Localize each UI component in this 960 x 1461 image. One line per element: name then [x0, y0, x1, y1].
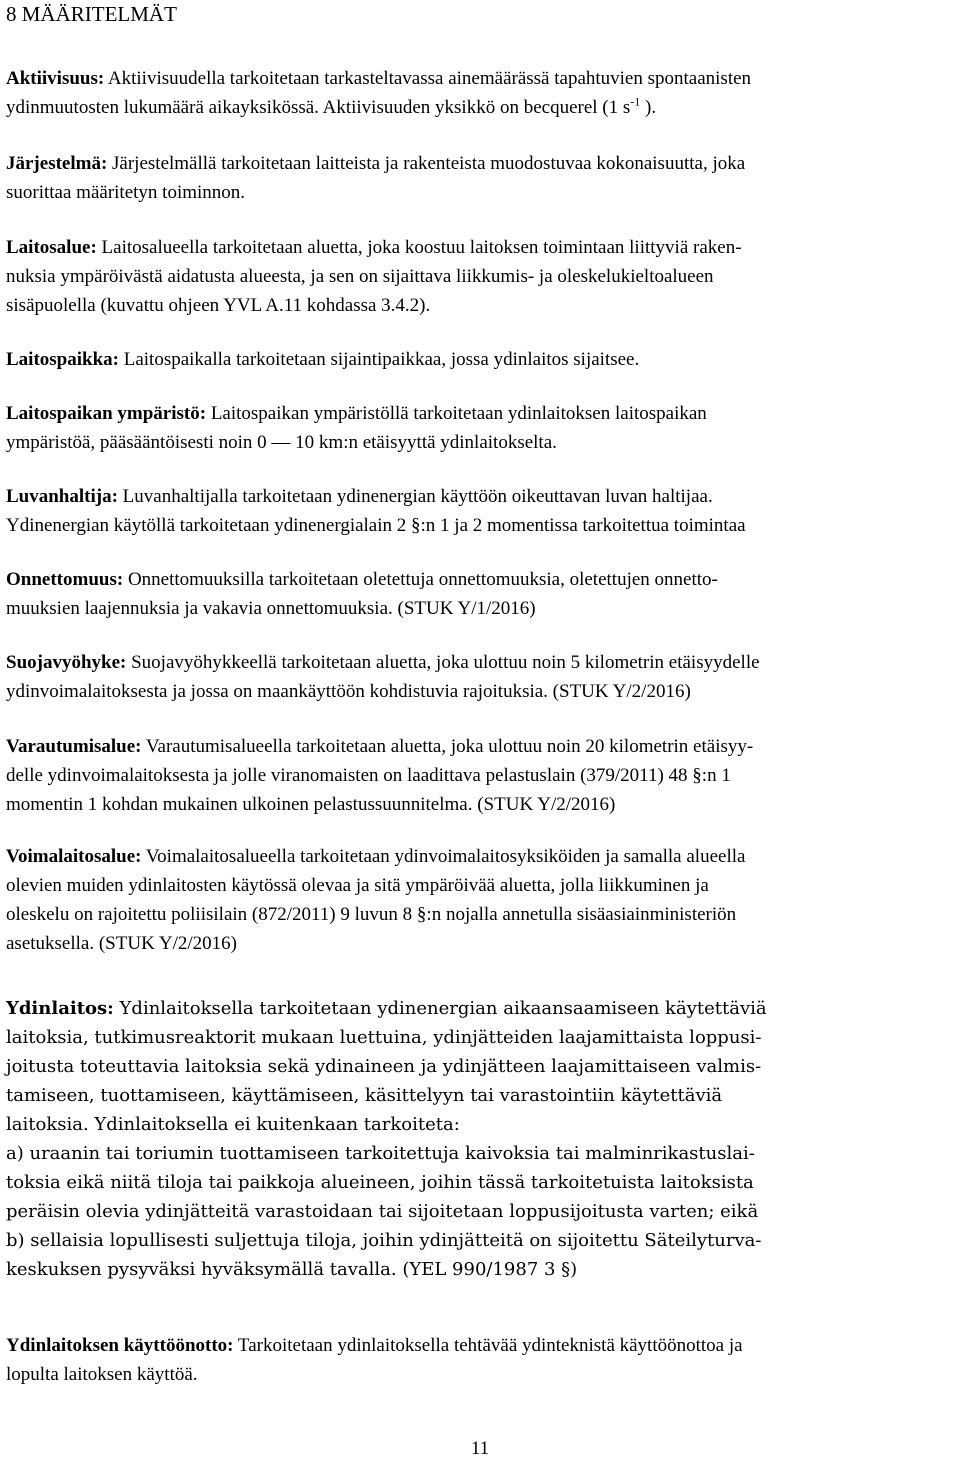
term-label: Voimalaitosalue: — [6, 846, 142, 867]
definition-line: Laitospaikan ympäristö: Laitospaikan ympäristöllä tarkoitetaan ydinlaitoksen laitospaikan — [6, 403, 707, 424]
definition-line: asetuksella. (STUK Y/2/2016) — [6, 933, 237, 954]
definition-laitosalue — [6, 233, 954, 320]
exponent: -1 — [630, 94, 641, 109]
term-label: Varautumisalue: — [6, 736, 142, 757]
definition-line: lopulta laitoksen käyttöä. — [6, 1364, 198, 1385]
definition-jarjestelma — [6, 149, 954, 207]
definition-line: keskuksen pysyväksi hyväksymällä tavalla. (YEL 990/1987 3 §) — [6, 1259, 578, 1280]
definition-line: olevien muiden ydinlaitosten käytössä olevaa ja sitä ympäröivää aluetta, jolla liikkuminen ja — [6, 875, 709, 896]
definition-suojavyohyke — [6, 648, 954, 706]
definition-line: momentin 1 kohdan mukainen ulkoinen pelastussuunnitelma. (STUK Y/2/2016) — [6, 794, 616, 815]
definition-line: Varautumisalue: Varautumisalueella tarkoitetaan aluetta, joka ulottuu noin 20 kilometrin etäisyy- — [6, 736, 754, 757]
definition-line: suorittaa määritetyn toiminnon. — [6, 182, 246, 203]
definition-luvanhaltija — [6, 482, 954, 540]
definition-kayttoonotto — [6, 1331, 954, 1389]
definition-line: muuksien laajennuksia ja vakavia onnettomuuksia. (STUK Y/1/2016) — [6, 598, 536, 619]
definition-line: ympäristöä, pääsääntöisesti noin 0 — 10 km:n etäisyyttä ydinlaitokselta. — [6, 432, 557, 453]
term-label: Ydinlaitoksen käyttöönotto: — [6, 1335, 234, 1356]
definition-line: delle ydinvoimalaitoksesta ja jolle viranomaisten on laadittava pelastuslain (379/2011) 48 §:n 1 — [6, 765, 731, 786]
definition-line: oleskelu on rajoitettu poliisilain (872/2011) 9 luvun 8 §:n nojalla annetulla sisäasiainministeriön — [6, 904, 737, 925]
term-label: Laitospaikan ympäristö: — [6, 403, 207, 424]
term-label: Järjestelmä: — [6, 153, 108, 174]
definition-line: laitoksia. Ydinlaitoksella ei kuitenkaan tarkoiteta: — [6, 1114, 460, 1135]
definition-line: sisäpuolella (kuvattu ohjeen YVL A.11 kohdassa 3.4.2). — [6, 295, 431, 316]
definition-line: toksia eikä niitä tiloja tai paikkoja alueineen, joihin tässä tarkoitetuista laitoksista — [6, 1172, 754, 1193]
definition-laitospaikan-ymparisto — [6, 399, 954, 457]
definition-line: Onnettomuus: Onnettomuuksilla tarkoitetaan oletettuja onnettomuuksia, oletettujen onnetto- — [6, 569, 718, 590]
term-label: Laitospaikka: — [6, 349, 119, 370]
definition-line: Laitosalue: Laitosalueella tarkoitetaan aluetta, joka koostuu laitoksen toimintaan liittyviä raken- — [6, 237, 742, 258]
definition-aktiivisuus — [6, 64, 954, 122]
term-label: Luvanhaltija: — [6, 486, 118, 507]
term-label: Laitosalue: — [6, 237, 97, 258]
definition-line: a) uraanin tai toriumin tuottamiseen tarkoitettuja kaivoksia tai malminrikastuslai- — [6, 1143, 755, 1164]
definition-voimalaitosalue — [6, 842, 954, 958]
definition-line: Laitospaikka: Laitospaikalla tarkoitetaan sijaintipaikkaa, jossa ydinlaitos sijaitsee. — [6, 349, 640, 370]
term-label: Aktiivisuus: — [6, 68, 105, 89]
definition-line: Ydinlaitoksen käyttöönotto: Tarkoitetaan ydinlaitoksella tehtävää ydinteknistä käyttöönottoa ja — [6, 1335, 743, 1356]
term-label: Onnettomuus: — [6, 569, 124, 590]
term-label: Ydinlaitos: — [6, 998, 114, 1019]
definition-line: laitoksia, tutkimusreaktorit mukaan luettuina, ydinjätteiden laajamittaista loppusi- — [6, 1027, 762, 1048]
definition-line: ydinvoimalaitoksesta ja jossa on maankäyttöön kohdistuvia rajoituksia. (STUK Y/2/2016) — [6, 681, 691, 702]
definition-line: Aktiivisuus: Aktiivisuudella tarkoitetaan tarkasteltavassa ainemäärässä tapahtuvien spontaanisten — [6, 68, 752, 89]
definition-ydinlaitos — [6, 994, 954, 1284]
definition-line: Ydinlaitos: Ydinlaitoksella tarkoitetaan ydinenergian aikaansaamiseen käytettäviä — [6, 998, 767, 1019]
term-label: Suojavyöhyke: — [6, 652, 127, 673]
definition-line: joitusta toteuttavia laitoksia sekä ydinaineen ja ydinjätteen laajamittaiseen valmis- — [6, 1056, 762, 1077]
page-number: 11 — [470, 1438, 490, 1459]
definition-line: Luvanhaltija: Luvanhaltijalla tarkoitetaan ydinenergian käyttöön oikeuttavan luvan haltijaa. — [6, 486, 713, 507]
definition-line: b) sellaisia lopullisesti suljettuja tiloja, joihin ydinjätteitä on sijoitettu Säteilyturva- — [6, 1230, 762, 1251]
definition-varautumisalue — [6, 732, 954, 819]
definition-line: Järjestelmä: Järjestelmällä tarkoitetaan laitteista ja rakenteista muodostuvaa kokonaisuutta, joka — [6, 153, 746, 174]
definition-line: Ydinenergian käytöllä tarkoitetaan ydinenergialain 2 §:n 1 ja 2 momentissa tarkoitettua toimintaa — [6, 515, 746, 536]
definition-line: Voimalaitosalue: Voimalaitosalueella tarkoitetaan ydinvoimalaitosyksiköiden ja samalla alueella — [6, 846, 746, 867]
definition-line: Suojavyöhyke: Suojavyöhykkeellä tarkoitetaan aluetta, joka ulottuu noin 5 kilometrin etäisyydelle — [6, 652, 760, 673]
definition-onnettomuus — [6, 565, 954, 623]
definition-line: peräisin olevia ydinjätteitä varastoidaan tai sijoitetaan loppusijoitusta varten; eikä — [6, 1201, 759, 1222]
definition-line: nuksia ympäröivästä aidatusta alueesta, ja sen on sijaittava liikkumis- ja oleskelukieltoalueen — [6, 266, 714, 287]
definition-line: ydinmuutosten lukumäärä aikayksikössä. Aktiivisuuden yksikkö on becquerel (1 $s^{-1}$ ). — [6, 94, 657, 118]
definition-laitospaikka — [6, 345, 954, 374]
definition-line: tamiseen, tuottamiseen, käyttämiseen, käsittelyyn tai varastointiin käytettäviä — [6, 1085, 723, 1106]
section-heading: 8 MÄÄRITELMÄT — [6, 2, 177, 26]
